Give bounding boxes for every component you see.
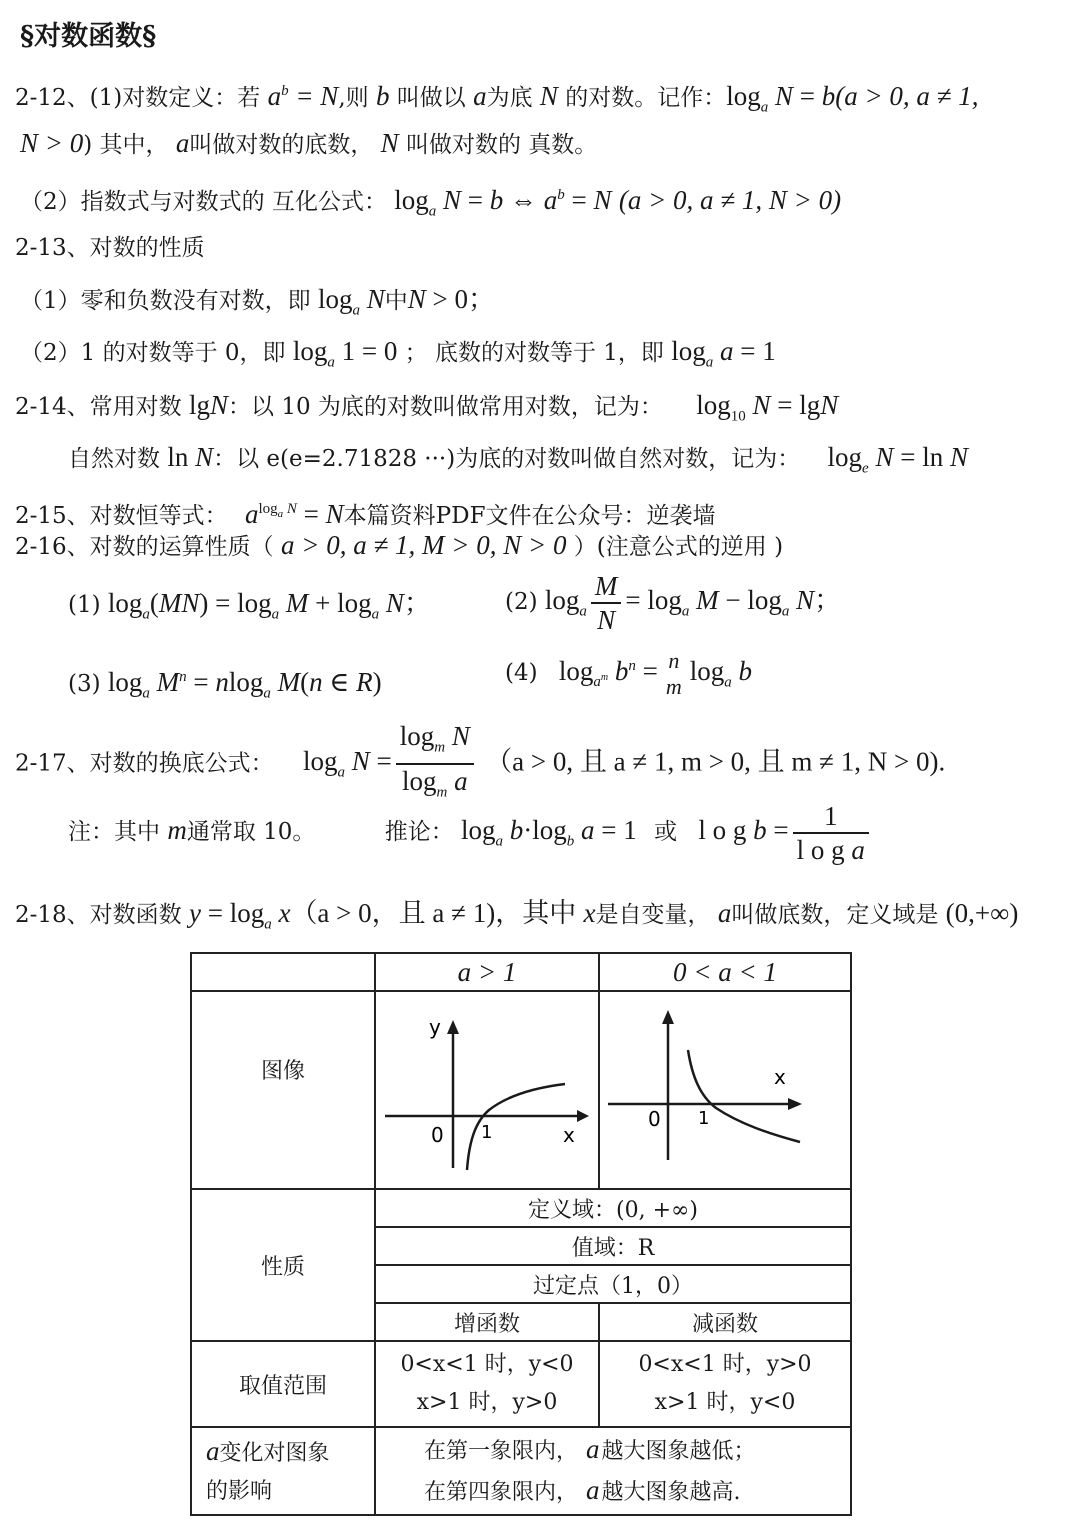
one-label: 1	[481, 1122, 493, 1143]
x-axis-label: x	[774, 1065, 786, 1089]
section-2-12-line2: N > 0) 其中， a叫做对数的底数， N 叫做对数的 真数。	[20, 128, 598, 158]
section-2-15: 2-15、对数恒等式： $a^{log_a N} = N$本篇资料PDF文件在公众号：逆袭墙	[15, 499, 716, 529]
log-function-table	[190, 952, 852, 1516]
page-title: §对数函数§	[20, 21, 157, 52]
header-a-lt-1: 0 < a < 1	[599, 953, 851, 991]
section-2-17: 2-17、对数的换底公式： $\log_a N$ = $\frac{\log_m N}{\log_m a}$ （a > 0, 且 a ≠ 1, m > 0, 且 m ≠ 1, N > 0).	[15, 721, 946, 801]
row-label-values: 取值范围	[191, 1341, 375, 1427]
origin-label: 0	[431, 1123, 444, 1147]
prop-decreasing: 减函数	[599, 1303, 851, 1341]
section-2-18: 2-18、对数函数 $y = \log_a x(a > 0$，且 a ≠ 1)，其中 x是自变量， a叫做底数，定义域是 (0,+∞)	[15, 898, 1019, 933]
one-label: 1	[698, 1108, 710, 1129]
prop-increasing: 增函数	[375, 1303, 599, 1341]
formula-log-def: $\log_a N = b$	[726, 81, 836, 116]
section-2-14-line1: 2-14、常用对数 lgN：以 10 为底的对数叫做常用对数，记为： $\log_{10} N = \lg N$	[15, 390, 839, 425]
graph-increasing	[375, 991, 599, 1189]
section-2-14-line2: 自然对数 ln N：以 e(e=2.71828 ···)为底的对数叫做自然对数，记为： $\log_e N = \ln N$	[68, 442, 968, 477]
rule-4: (4) $\log_{a^m} b^n$ = n m $\log_a b$	[505, 648, 753, 699]
rule-3: (3) $\log_a M^n = nlog_a$ M(n ∈ R)	[68, 667, 382, 702]
formula-a-pow-b: $a^b = N$	[267, 81, 339, 111]
prop-domain: 定义域：(0, +∞)	[375, 1189, 851, 1227]
prop-fixed-point: 过定点（1，0）	[375, 1265, 851, 1303]
effect-description: 在第一象限内， a越大图象越低； 在第四象限内， a越大图象越高.	[375, 1427, 851, 1515]
rule-2: (2) $\log_a$ $\frac{M}{N}$ = $\log_a M - \log_a N$；	[505, 571, 842, 635]
origin-label: 0	[648, 1107, 661, 1131]
section-2-16-head: 2-16、对数的运算性质（ a > 0, a ≠ 1, M > 0, N > 0 ）(注意公式的逆用 )	[15, 530, 784, 560]
section-2-13-p1: （1）零和负数没有对数，即 $\log_a N$中N > 0；	[20, 284, 495, 319]
y-axis-label: y	[429, 1015, 441, 1039]
row-label-props: 性质	[191, 1189, 375, 1341]
row-label-graph: 图像	[191, 991, 375, 1189]
section-2-17-note: 注：其中 m通常取 10。 推论： $\log_a b\cdot\log_b$ a = 1 或 l o g b = $\frac{1}{\text{l o g a}}$	[68, 800, 873, 866]
prop-range: 值域：R	[375, 1227, 851, 1265]
rule-1: (1) $\log_a(MN) = \log_a M + \log_a N$；	[68, 588, 431, 623]
log-increasing-graph	[377, 992, 597, 1182]
section-2-12-line1: 2-12、(1)对数定义：若 $a^b = N$,则 b 叫做以 a为底 N 的对数。记作：$\log_a N = b(a > 0$, a ≠ 1,	[15, 81, 979, 116]
header-a-gt-1: a > 1	[375, 953, 599, 991]
section-2-12-line3: （2）指数式与对数式的 互化公式： $\log_a N = b$ ⇔ $a^b = N$ (a > 0, a ≠ 1, N > 0)	[20, 185, 842, 220]
values-increasing: 0<x<1 时，y<0 x>1 时，y>0	[375, 1341, 599, 1427]
formula-conversion: $\log_a N = b$ ⇔ $a^b = N$	[394, 185, 612, 220]
graph-decreasing	[599, 991, 851, 1189]
section-2-13-p2: （2）1 的对数等于 0，即 $\log_a 1 = 0$ ； 底数的对数等于 1，即 $\log_a a = 1$	[20, 336, 776, 371]
section-2-13-head: 2-13、对数的性质	[15, 235, 205, 261]
row-label-effect: a变化对图象 的影响	[191, 1427, 375, 1515]
log-decreasing-graph	[600, 992, 850, 1182]
x-axis-label: x	[563, 1123, 575, 1147]
values-decreasing: 0<x<1 时，y>0 x>1 时，y<0	[599, 1341, 851, 1427]
source-note: 本篇资料PDF文件在公众号：逆袭墙	[343, 503, 716, 529]
